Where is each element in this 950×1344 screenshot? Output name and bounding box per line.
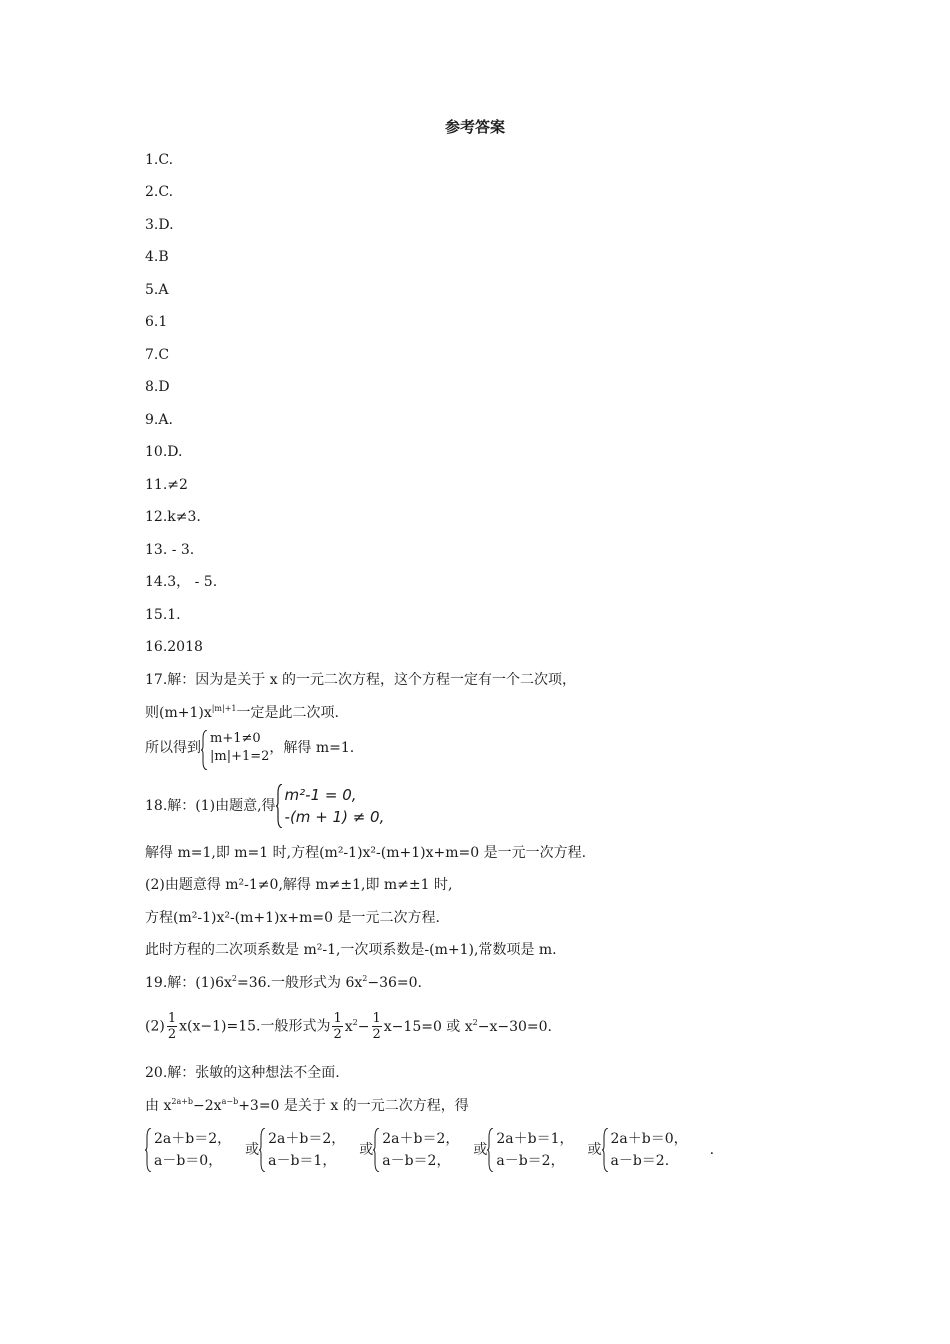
answer-12: 12.k≠3. — [145, 509, 201, 525]
brace-icon — [259, 1128, 266, 1172]
brace-icon — [602, 1128, 609, 1172]
q18-line1: 18.解：(1)由题意,得 m²-1 = 0, -(m + 1) ≠ 0, — [145, 786, 385, 826]
q19-line1: 19.解：$(1)6x^2=36$.一般形式为 $6x^2-36=0$. — [145, 974, 422, 991]
answer-5: 5.A — [145, 282, 169, 298]
q19-line2: (2) $\frac{1}{2}$ x(x−1)=15.一般形式为 $\frac{1}{2}$ $x^2-$ $\frac{1}{2}$ x−15=0 或 $x^2-x-30=0$. — [145, 1011, 553, 1042]
answer-4: 4.B — [145, 249, 169, 265]
brace-icon — [201, 730, 208, 770]
brace-icon — [487, 1128, 494, 1172]
q17-equation-system: m+1≠0 |m|+1=2 — [201, 730, 269, 766]
fraction: $\frac{1}{2}$ — [372, 1011, 381, 1042]
q20-line2: 由 $x^{2a+b}-2x^{a-b}+3=0$ 是关于 x 的一元二次方程，得 — [145, 1097, 469, 1114]
answer-7: 7.C — [145, 347, 170, 363]
brace-icon — [145, 1128, 152, 1172]
q18-equation-system: m²-1 = 0, -(m + 1) ≠ 0, — [276, 784, 385, 828]
q18-line5: 此时方程的二次项系数是 m²-1,一次项系数是-(m+1),常数项是 m. — [145, 942, 557, 958]
q17-line2: 则$(m+1)x^{|m|+1}$一定是此二次项. — [145, 704, 339, 721]
q18-line4: 方程(m²-1)x²-(m+1)x+m=0 是一元二次方程. — [145, 910, 440, 926]
q17-line1: 17.解：因为是关于 x 的一元二次方程，这个方程一定有一个二次项， — [145, 672, 577, 688]
fraction: $\frac{1}{2}$ — [167, 1011, 177, 1042]
answer-15: 15.1. — [145, 607, 181, 623]
answer-1: 1.C. — [145, 152, 174, 168]
q20-system-3: 2a＋b＝2， a－b＝2， — [373, 1128, 459, 1172]
q17-line3: 所以得到 m+1≠0 |m|+1=2 ，解得 m=1. — [145, 730, 354, 766]
q20-system-5: 2a＋b＝0， a－b＝2. — [602, 1128, 688, 1172]
answer-9: 9.A. — [145, 412, 173, 428]
answer-16: 16.2018 — [145, 639, 203, 655]
page-title: 参考答案 — [444, 118, 505, 136]
q20-system-4: 2a＋b＝1， a－b＝2， — [487, 1128, 573, 1172]
q20-systems: 2a＋b＝2， a－b＝0， 或 2a＋b＝2， a－b＝1， 或 2a＋b＝2， a－b＝2， 或 2a＋b＝1， a－b＝2， 或 2a＋b＝0， a－b＝2. . — [145, 1128, 714, 1172]
answer-3: 3.D. — [145, 217, 174, 233]
answer-6: 6.1 — [145, 314, 168, 330]
q18-line3: (2)由题意得 m²-1≠0,解得 m≠±1,即 m≠±1 时, — [145, 877, 453, 893]
q20-line1: 20.解：张敏的这种想法不全面. — [145, 1065, 340, 1081]
fraction: $\frac{1}{2}$ — [333, 1011, 342, 1042]
answer-8: 8.D — [145, 379, 170, 395]
q20-system-2: 2a＋b＝2， a－b＝1， — [259, 1128, 345, 1172]
answer-2: 2.C. — [145, 184, 174, 200]
answer-13: 13. - 3. — [145, 542, 195, 558]
brace-icon — [373, 1128, 380, 1172]
answer-11: 11.≠2 — [145, 477, 188, 493]
answer-10: 10.D. — [145, 444, 183, 460]
q20-system-1: 2a＋b＝2， a－b＝0， — [145, 1128, 231, 1172]
answer-14: 14.3， - 5. — [145, 574, 218, 590]
brace-icon — [276, 784, 283, 828]
q18-line2: 解得 m=1,即 m=1 时,方程(m²-1)x²-(m+1)x+m=0 是一元一次方程. — [145, 845, 587, 861]
